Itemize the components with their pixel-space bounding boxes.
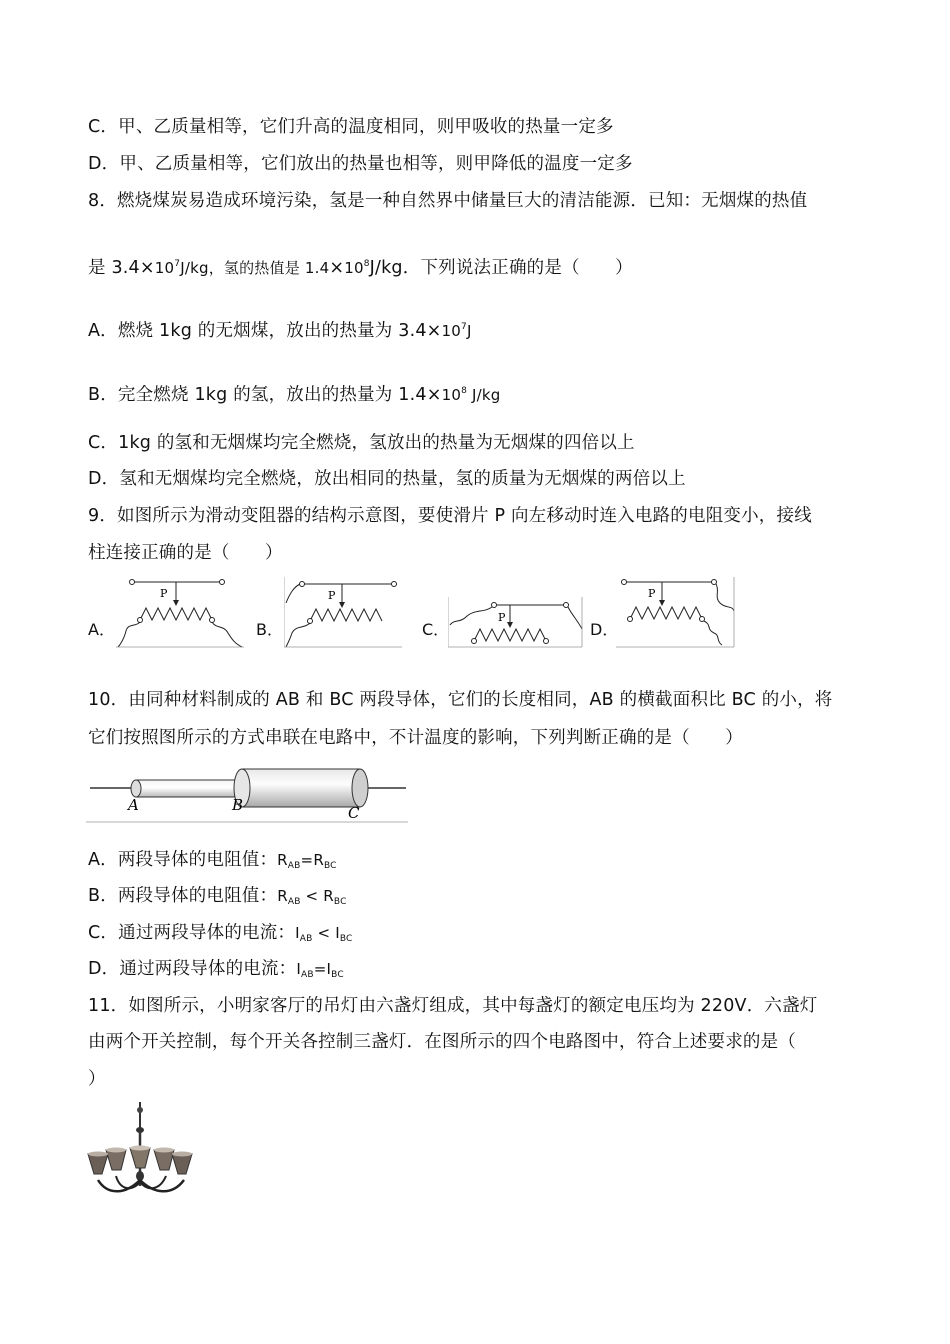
q10-option-b: B．两段导体的电阻值：$R_{AB} < R_{BC}$ bbox=[88, 886, 347, 907]
slider-p-label: P bbox=[160, 587, 168, 600]
q8-option-c: C．1kg 的氢和无烟煤均完全燃烧，氢放出的热量为无烟煤的四倍以上 bbox=[88, 433, 635, 453]
q9-label-b: B． bbox=[256, 620, 283, 639]
slider-p-label: P bbox=[328, 589, 336, 602]
q10-stem-line1: 10．由同种材料制成的 AB 和 BC 两段导体，它们的长度相同，AB 的横截面积比 BC 的小，将 bbox=[88, 690, 833, 710]
q8-stem-line2: 是 $3.4\times 10^7J/kg$，氢的热值是 $1.4\times 10^8J/kg$．下列说法正确的是（ ） bbox=[88, 258, 633, 278]
q8-option-a: A．燃烧 1kg 的无烟煤，放出的热量为 $3.4\times 10^7J$ bbox=[88, 321, 472, 341]
q7-option-c: C．甲、乙质量相等，它们升高的温度相同，则甲吸收的热量一定多 bbox=[88, 117, 614, 137]
q9-label-c: C． bbox=[422, 620, 450, 639]
rheostat-figure-d bbox=[616, 575, 736, 649]
rheostat-figure-b bbox=[284, 575, 402, 649]
q11-stem-line2: 由两个开关控制，每个开关各控制三盏灯．在图所示的四个电路图中，符合上述要求的是（ bbox=[88, 1032, 796, 1052]
slider-p-label: P bbox=[498, 611, 506, 624]
q9-label-d: D． bbox=[590, 620, 619, 639]
q10-option-a: A．两段导体的电阻值：$R_{AB}=R_{BC}$ bbox=[88, 850, 337, 871]
rheostat-figure-a bbox=[116, 575, 244, 649]
q8-stem-line1: 8．燃烧煤炭易造成环境污染，氢是一种自然界中储量巨大的清洁能源．已知：无烟煤的热值 bbox=[88, 191, 808, 211]
conductor-figure bbox=[86, 760, 408, 824]
q9-stem-line2: 柱连接正确的是（ ） bbox=[88, 543, 283, 563]
slider-p-label: P bbox=[648, 587, 656, 600]
q9-stem-line1: 9．如图所示为滑动变阻器的结构示意图，要使滑片 P 向左移动时连入电路的电阻变小，接线 bbox=[88, 506, 812, 526]
label-c: C bbox=[348, 804, 360, 822]
q10-option-d: D．通过两段导体的电流：$I_{AB}=I_{BC}$ bbox=[88, 959, 344, 980]
q11-stem-line1: 11．如图所示，小明家客厅的吊灯由六盏灯组成，其中每盏灯的额定电压均为 220V．六盏灯 bbox=[88, 996, 818, 1016]
q9-label-a: A． bbox=[88, 620, 115, 639]
q10-stem-line2: 它们按照图所示的方式串联在电路中，不计温度的影响，下列判断正确的是（ ） bbox=[88, 728, 743, 748]
q8-option-d: D．氢和无烟煤均完全燃烧，放出相同的热量，氢的质量为无烟煤的两倍以上 bbox=[88, 469, 686, 489]
q11-stem-line3: ） bbox=[88, 1069, 106, 1089]
q10-option-c: C．通过两段导体的电流：$I_{AB} < I_{BC}$ bbox=[88, 923, 353, 944]
q7-option-d: D．甲、乙质量相等，它们放出的热量也相等，则甲降低的温度一定多 bbox=[88, 154, 633, 174]
label-b: B bbox=[232, 796, 244, 814]
rheostat-figure-c bbox=[448, 595, 584, 649]
label-a: A bbox=[128, 796, 139, 814]
q8-option-b: B．完全燃烧 1kg 的氢，放出的热量为 $1.4\times 10^8$ J/kg bbox=[88, 385, 501, 405]
chandelier-image bbox=[86, 1100, 196, 1204]
